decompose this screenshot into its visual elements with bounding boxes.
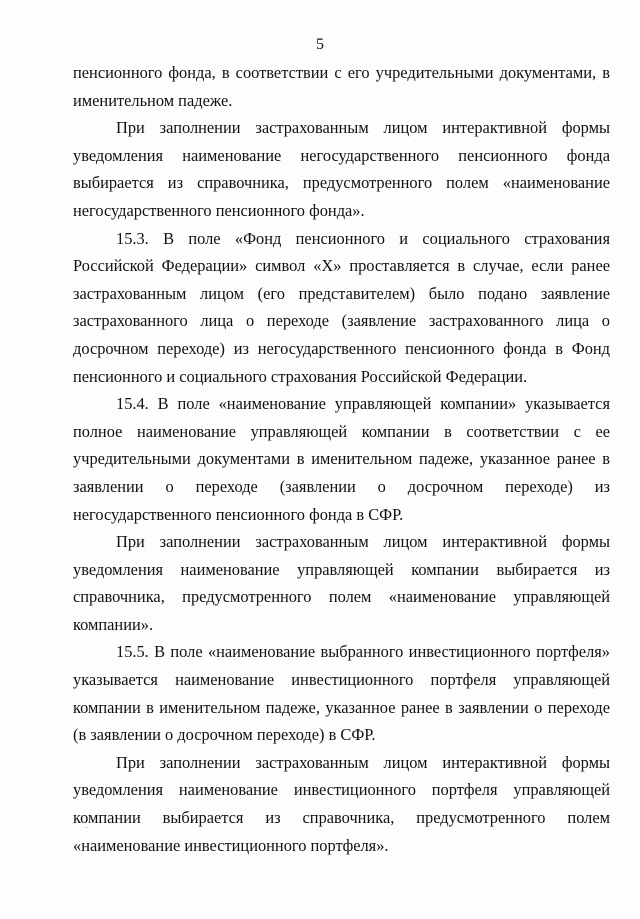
document-body xyxy=(73,59,610,859)
paragraph-15-4: 15.4. В поле «наименование управляющей компании» указывается полное наименование управляющей компании в соответствии с ее учредительными документами в именительном падеже, указанное ранее в заявлении о переходе (заявлении о досрочном переходе) из негосударственного пенсионного фонда в СФР. xyxy=(73,394,610,524)
paragraph-npf-selection: При заполнении застрахованным лицом интерактивной формы уведомления наименование негосударственного пенсионного фонда выбирается из справочника, предусмотренного полем «наименование негосударственного пенсионного фонда». xyxy=(73,118,610,220)
paragraph-15-3: 15.3. В поле «Фонд пенсионного и социального страхования Российской Федерации» символ «Х» проставляется в случае, если ранее застрахованным лицом (его представителем) было подано заявление застрахованного лица о переходе (заявление застрахованного лица о досрочном переходе) из негосударственного пенсионного фонда в Фонд пенсионного и социального страхования Российской Федерации. xyxy=(73,228,610,386)
page-number: 5 xyxy=(316,36,324,53)
paragraph-15-5: 15.5. В поле «наименование выбранного инвестиционного портфеля» указывается наименование инвестиционного портфеля управляющей компании в именительном падеже, указанное ранее в заявлении о переходе (в заявлении о досрочном переходе) в СФР. xyxy=(73,642,610,745)
scan-artifact xyxy=(86,827,87,828)
paragraph-portfolio-selection: При заполнении застрахованным лицом интерактивной формы уведомления наименование инвестиционного портфеля управляющей компании выбирается из справочника, предусмотренного полем «наименование инвестиционного портфеля». xyxy=(73,752,610,855)
paragraph-continuation: пенсионного фонда, в соответствии с его учредительными документами, в именительном падеже. xyxy=(73,63,610,110)
paragraph-management-company-selection: При заполнении застрахованным лицом интерактивной формы уведомления наименование управляющей компании выбирается из справочника, предусмотренного полем «наименование управляющей компании». xyxy=(73,532,610,634)
